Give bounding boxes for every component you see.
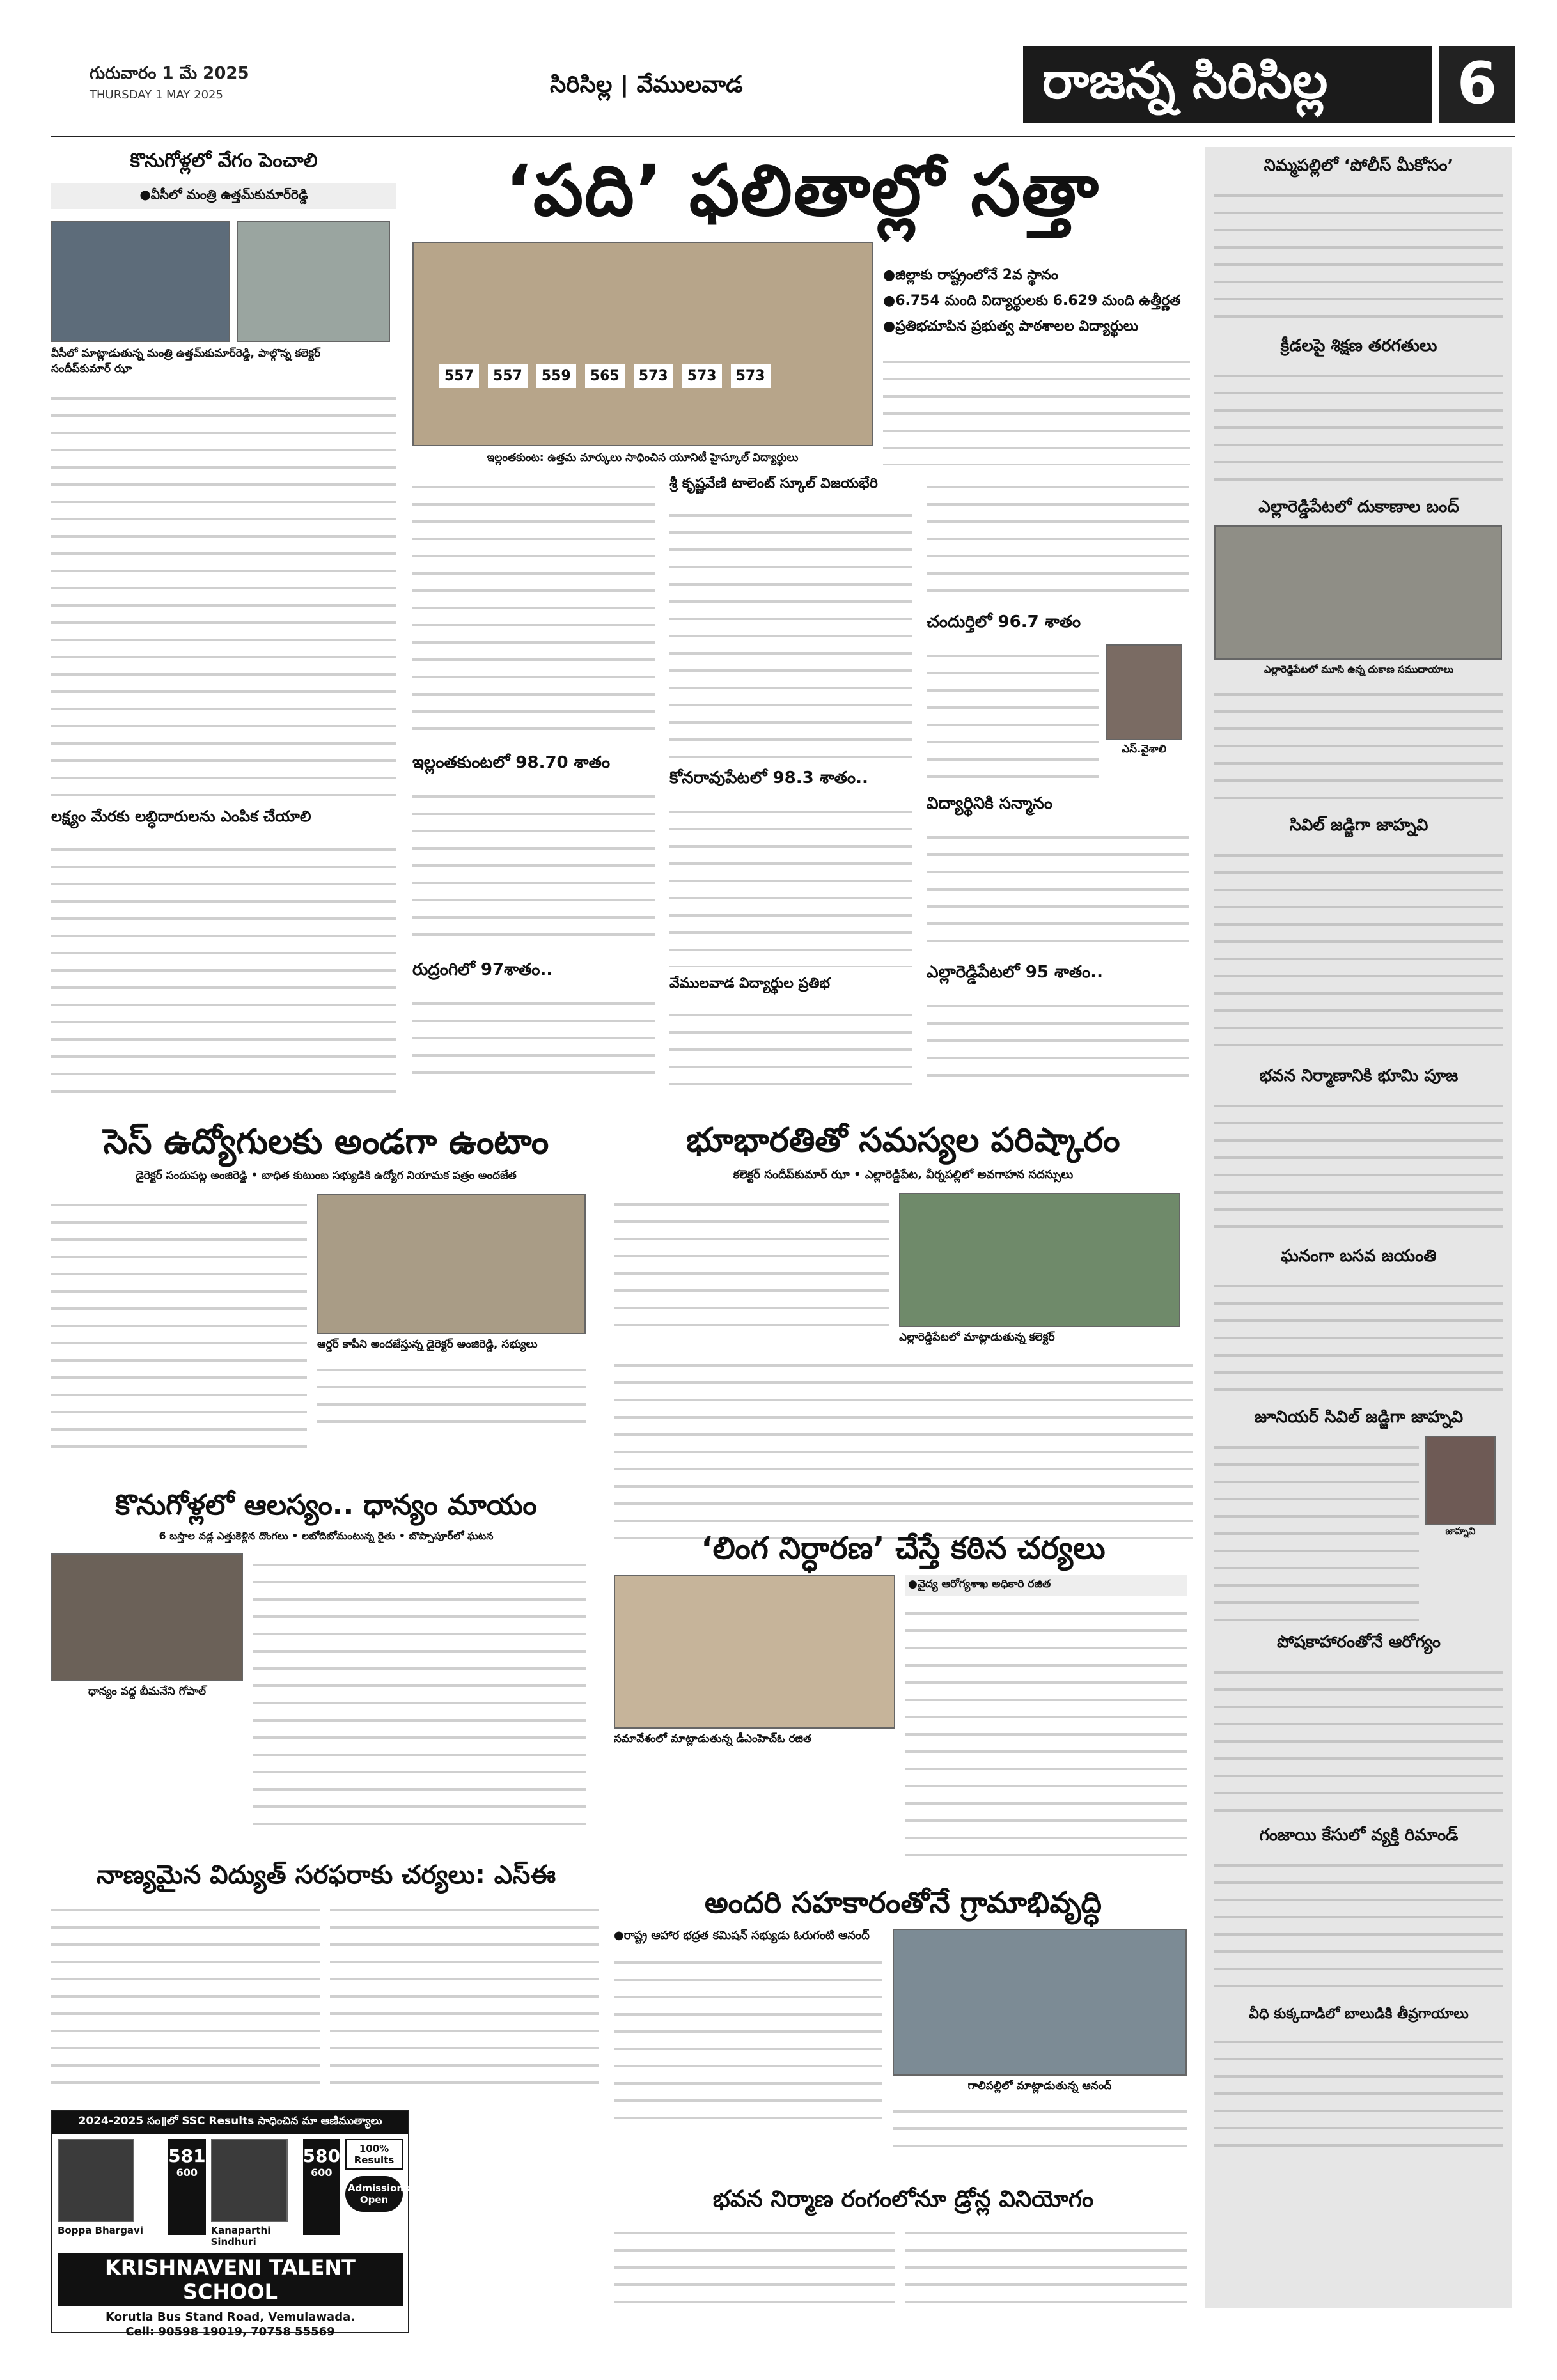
photo-caption: వీసీలో మాట్లాడుతున్న మంత్రి ఉత్తమ్‌కుమార్‌రెడ్డి, పాల్గొన్న కలెక్టర్ సందీప్‌కుమార్ ఝా <box>51 346 321 375</box>
sidebar-item-title: వీధి కుక్కదాడిలో బాలుడికి తీవ్రగాయాలు <box>1249 2006 1469 2022</box>
article-body <box>51 387 396 796</box>
sidebar-item-title: ఎల్లారెడ్డిపేటలో దుకాణాల బంద్ <box>1258 497 1459 517</box>
story-village-development <box>614 1886 1193 2180</box>
lead-col-1 <box>412 476 655 1091</box>
subhead: రుద్రంగిలో 97శాతం.. <box>412 960 553 979</box>
judge-caption: జాహ్నవి <box>1445 1525 1476 1537</box>
section-label: సిరిసిల్ల | వేములవాడ <box>550 72 743 98</box>
kicker: 6 బస్తాల వడ్ల ఎత్తుకెళ్లిన దొంగలు • లబోదిబోమంటున్న రైతు • బొప్పాపూర్‌లో ఘటన <box>159 1529 494 1542</box>
ad-banner: 2024-2025 సం॥లో SSC Results సాధించిన మా ఆణిముత్యాలు <box>52 2111 408 2134</box>
article-body <box>253 1553 586 1828</box>
student-score: 581 <box>168 2145 206 2166</box>
student-photo <box>211 2139 288 2222</box>
placards <box>439 364 771 388</box>
article-body-2 <box>330 1899 599 2090</box>
judge-photo <box>1425 1436 1496 1525</box>
sidebar-item-title: భవన నిర్మాణానికి భూమి పూజ <box>1259 1066 1459 1085</box>
story-gender-determination <box>614 1531 1193 1876</box>
headline: కొనుగోళ్లలో వేగం పెంచాలి <box>130 150 318 172</box>
highlights <box>883 267 1190 467</box>
student-photo <box>58 2139 134 2222</box>
subhead: లక్ష్యం మేరకు లబ్ధిదారులను ఎంపిక చేయాలి <box>51 807 311 825</box>
masthead-rule <box>51 136 1515 137</box>
sidebar-item-title: జూనియర్ సివిల్ జడ్జిగా జాహ్నవి <box>1254 1408 1464 1427</box>
sidebar-body <box>1214 1436 1419 1628</box>
student-caption: ఎస్.వైశాలి <box>1121 742 1167 756</box>
story-power-supply <box>51 1860 601 2103</box>
article-body <box>905 1602 1187 1858</box>
placard: 557 <box>439 364 479 388</box>
students-photo <box>412 242 873 446</box>
article-body <box>51 1194 307 1449</box>
placard: 559 <box>536 364 576 388</box>
subhead: వేములవాడ విద్యార్థుల ప్రతిభ <box>669 975 830 992</box>
story-cess-employees <box>51 1122 601 1480</box>
article-body <box>317 1358 586 1435</box>
sidebar-item-title: నిమ్మపల్లిలో ‘పోలీస్ మీకోసం’ <box>1264 156 1454 175</box>
sidebar-item-title: క్రీడలపై శిక్షణ తరగతులు <box>1280 336 1437 355</box>
photo-caption: గాలిపల్లిలో మాట్లాడుతున్న ఆనంద్ <box>967 2079 1112 2092</box>
sidebar-body <box>1214 1854 1503 2001</box>
lead-headline: ‘పది’ ఫలితాల్లో సత్తా <box>505 150 1100 231</box>
headline: నాణ్యమైన విద్యుత్ సరఫరాకు చర్యలు: ఎస్ఈ <box>96 1860 556 1890</box>
sidebar-body <box>1214 844 1503 1061</box>
sidebar-item-title: పోషకాహారంతోనే ఆరోగ్యం <box>1277 1633 1441 1652</box>
kicker: కలెక్టర్ సందీప్‌కుమార్ ఝా • ఎల్లారెడ్డిపేట, వీర్నపల్లిలో అవగాహన సదస్సులు <box>733 1167 1074 1181</box>
article-body <box>927 644 1099 785</box>
edition-title: రాజన్న సిరిసిల్ల <box>1023 46 1432 123</box>
story-drones <box>614 2186 1193 2333</box>
sidebar-body <box>1214 1094 1503 1241</box>
headline: భూభారతితో సమస్యల పరిష్కారం <box>686 1121 1120 1160</box>
sidebar-item-title: గంజాయి కేసులో వ్యక్తి రిమాండ్ <box>1259 1826 1459 1845</box>
school-address: Korutla Bus Stand Road, Vemulawada. <box>105 2310 356 2324</box>
highlight: ● 6.754 మంది విద్యార్థులకు 6.629 మంది ఉత్తీర్ణత <box>883 293 1190 312</box>
placard: 557 <box>488 364 528 388</box>
student-score: 580 <box>302 2145 340 2166</box>
article-body-2 <box>905 2221 1187 2317</box>
article-body <box>927 476 1189 603</box>
kicker: ● వీసీలో మంత్రి ఉత్తమ్‌కుమార్‌రెడ్డి <box>51 183 396 209</box>
kicker: ● రాష్ట్ర ఆహార భద్రత కమిషన్ సభ్యుడు ఓరుగంటి ఆనంద్ <box>614 1929 882 1945</box>
headline: భవన నిర్మాణ రంగంలోనూ డ్రోన్ల వినియోగం <box>712 2186 1094 2213</box>
subhead: విద్యార్థినికి సన్మానం <box>927 793 1053 813</box>
farmer-photo <box>51 1553 243 1681</box>
photo-caption: ఎల్లారెడ్డిపేటలో మాట్లాడుతున్న కలెక్టర్ <box>899 1330 1055 1344</box>
photo-caption: ఎల్లారెడ్డిపేటలో మూసి ఉన్న దుకాణ సముదాయాలు <box>1264 664 1454 675</box>
photo-caption: ధాన్యం వద్ద బీమనేని గోపాల్ <box>88 1684 207 1698</box>
article-body <box>614 2221 895 2317</box>
lead-col-3 <box>927 476 1189 1091</box>
order-copy-photo <box>317 1194 586 1334</box>
sidebar-body <box>1214 683 1503 811</box>
school-phone: Cell: 90598 19019, 70758 55569 <box>125 2325 335 2338</box>
subhead: చందుర్తిలో 96.7 శాతం <box>927 612 1081 632</box>
collector-photo <box>237 221 390 342</box>
placard: 573 <box>634 364 673 388</box>
subhead: ఎల్లారెడ్డిపేటలో 95 శాతం.. <box>927 962 1104 982</box>
article-body <box>883 350 1190 465</box>
meeting-photo <box>614 1575 895 1729</box>
article-body <box>412 992 655 1088</box>
sidebar-body <box>1214 184 1503 331</box>
article-body <box>614 1193 889 1340</box>
kicker: ● వైద్య ఆరోగ్యశాఖ అధికారి రజిత <box>905 1575 1187 1596</box>
shops-closed-photo <box>1214 525 1502 660</box>
sidebar-item-title: సివిల్ జడ్జిగా జాహ్నవి <box>1289 816 1428 835</box>
admissions-badge: Admissions Open <box>345 2176 403 2212</box>
gathering-photo <box>893 1929 1187 2076</box>
student-total: 600 <box>311 2166 333 2179</box>
article-body <box>927 995 1189 1091</box>
school-name: KRISHNAVENI TALENT SCHOOL <box>58 2253 403 2306</box>
vc-screen-photo <box>51 221 230 342</box>
student-name: Kanaparthi Sindhuri <box>210 2225 271 2248</box>
subhead: ఇల్లంతకుంటలో 98.70 శాతం <box>412 752 611 772</box>
headline: ‘లింగ నిర్ధారణ’ చేస్తే కఠిన చర్యలు <box>701 1530 1106 1566</box>
sidebar-body <box>1214 1275 1503 1403</box>
article-body <box>51 1899 320 2090</box>
subhead: శ్రీ కృష్ణవేణి టాలెంట్ స్కూల్ విజయభేరి <box>669 475 878 492</box>
article-body <box>669 504 912 759</box>
story-procurement <box>51 150 396 1116</box>
story-grain-theft <box>51 1489 601 1847</box>
story-ssc-results <box>412 150 1193 1109</box>
collector-meeting-photo <box>899 1193 1180 1327</box>
date-telugu: గురువారం 1 మే 2025 <box>90 64 249 83</box>
highlight: ● ప్రతిభచూపిన ప్రభుత్వ పాఠశాలల విద్యార్థులు <box>883 318 1190 338</box>
subhead: కోనరావుపేటలో 98.3 శాతం.. <box>669 768 868 788</box>
sidebar-item-title: ఘనంగా బసవ జయంతి <box>1281 1247 1437 1266</box>
lead-col-2 <box>669 476 912 1091</box>
date-english: THURSDAY 1 MAY 2025 <box>90 88 223 102</box>
sidebar <box>1205 147 1512 2308</box>
masthead <box>51 46 1515 136</box>
article-body <box>669 800 912 967</box>
headline: అందరి సహకారంతోనే గ్రామాభివృద్ధి <box>704 1885 1102 1920</box>
school-advertisement <box>51 2110 410 2338</box>
student-name: Boppa Bhargavi <box>58 2225 143 2236</box>
results-badge: 100% Results <box>345 2139 403 2170</box>
kicker: డైరెక్టర్ సందుపట్ల అంజిరెడ్డి • బాధిత కుటుంబ సభ్యుడికి ఉద్యోగ నియామక పత్రం అందజేత <box>136 1169 517 1183</box>
student-photo <box>1106 644 1182 740</box>
sidebar-body <box>1214 2030 1503 2158</box>
photo-caption: సమావేశంలో మాట్లాడుతున్న డీఎంహెచ్ఓ రజిత <box>614 1732 812 1746</box>
headline: సెస్ ఉద్యోగులకు అండగా ఉంటాం <box>103 1121 549 1162</box>
article-body-2 <box>51 838 396 1107</box>
placard: 565 <box>585 364 625 388</box>
story-bhubharathi <box>614 1122 1193 1563</box>
sidebar-body <box>1214 364 1503 492</box>
student-total: 600 <box>176 2166 198 2179</box>
photo-caption: ఆర్డర్ కాపీని అందజేస్తున్న డైరెక్టర్ అంజిరెడ్డి, సభ్యులు <box>317 1338 538 1351</box>
sidebar-body <box>1214 1661 1503 1821</box>
placard: 573 <box>731 364 771 388</box>
page-number: 6 <box>1439 46 1515 123</box>
article-body <box>927 826 1189 954</box>
article-body-2 <box>893 2100 1187 2151</box>
article-body <box>412 476 655 744</box>
photo-caption: ఇల్లంతకుంట: ఉత్తమ మార్కులు సాధించిన యూనిటీ హైస్కూల్ విద్యార్థులు <box>487 451 799 464</box>
article-body <box>669 1004 912 1087</box>
highlight: ● జిల్లాకు రాష్ట్రంలోనే 2వ స్థానం <box>883 267 1190 286</box>
placard: 573 <box>682 364 722 388</box>
article-body-2 <box>614 1354 1193 1546</box>
article-body <box>614 1951 882 2130</box>
article-body <box>412 785 655 951</box>
headline: కొనుగోళ్లలో ఆలస్యం.. ధాన్యం మాయం <box>115 1489 537 1521</box>
